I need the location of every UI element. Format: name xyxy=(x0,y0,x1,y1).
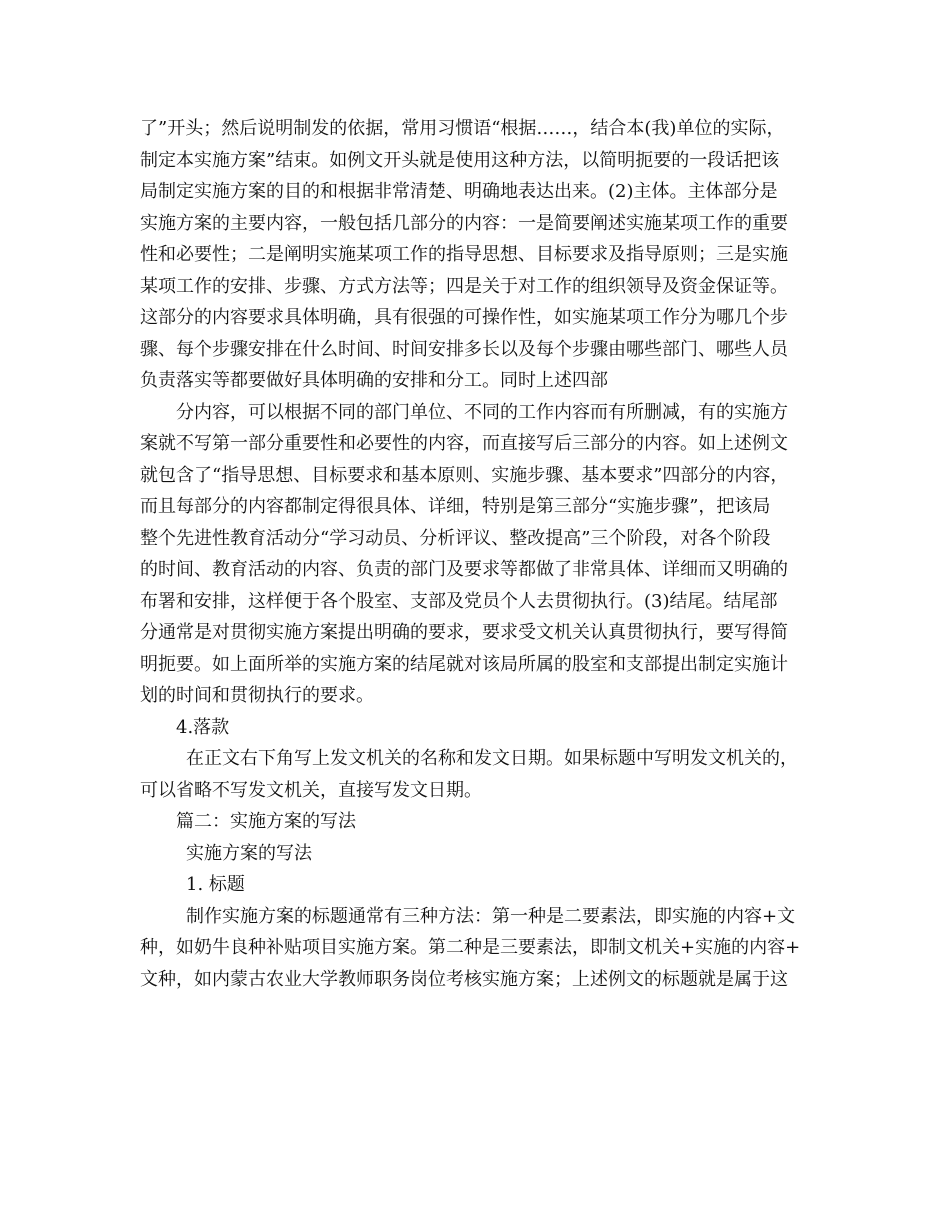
text-line: 明扼要。如上面所举的实施方案的结尾就对该局所属的股室和支部提出制定实施计 xyxy=(140,653,788,675)
text-line: 在正文右下角写上发文机关的名称和发文日期。如果标题中写明发文机关的， xyxy=(186,748,798,769)
text-line: 而且每部分的内容都制定得很具体、详细，特别是第三部分“实施步骤”，把该局 xyxy=(140,496,771,517)
text-line: 制作实施方案的标题通常有三种方法：第一种是二要素法，即实施的内容+文 xyxy=(186,905,796,927)
paragraph-signature xyxy=(140,743,820,806)
text-line: 布署和安排，这样便于各个股室、支部及党员个人去贯彻执行。(3)结尾。结尾部 xyxy=(140,590,778,612)
paragraph-content-detail xyxy=(140,397,820,712)
text-line: 负责落实等都要做好具体明确的安排和分工。同时上述四部 xyxy=(140,370,608,391)
text-line: 整个先进性教育活动分“学习动员、分析评议、整改提高”三个阶段，对各个阶段 xyxy=(140,527,771,549)
text-line: 的时间、教育活动的内容、负责的部门及要求等都做了非常具体、详细而又明确的 xyxy=(140,559,788,580)
heading-title: 1. 标题 xyxy=(186,874,245,895)
paragraph-body-structure xyxy=(140,113,820,397)
text-line: 划的时间和贯彻执行的要求。 xyxy=(140,685,374,706)
text-line: 实施方案的主要内容，一般包括几部分的内容：一是简要阐述实施某项工作的重要 xyxy=(140,212,788,234)
text-line: 分通常是对贯彻实施方案提出明确的要求，要求受文机关认真贯彻执行，要写得简 xyxy=(140,622,788,643)
text-line: 分内容，可以根据不同的部门单位、不同的工作内容而有所删减，有的实施方 xyxy=(176,401,788,423)
text-line: 就包含了“指导思想、目标要求和基本原则、实施步骤、基本要求”四部分的内容， xyxy=(140,464,789,486)
document-body xyxy=(140,113,820,995)
text-line: 局制定实施方案的目的和根据非常清楚、明确地表达出来。(2)主体。主体部分是 xyxy=(140,181,778,202)
text-line: 可以省略不写发文机关，直接写发文日期。 xyxy=(140,779,482,801)
heading-signature: 4.落款 xyxy=(176,716,230,738)
paragraph-title-methods xyxy=(140,901,820,996)
sub-title: 实施方案的写法 xyxy=(186,842,312,864)
text-line: 案就不写第一部分重要性和必要性的内容，而直接写后三部分的内容。如上述例文 xyxy=(140,433,788,454)
text-line: 这部分的内容要求具体明确，具有很强的可操作性，如实施某项工作分为哪几个步 xyxy=(140,307,788,328)
section-title: 篇二：实施方案的写法 xyxy=(176,811,356,832)
text-line: 了”开头；然后说明制发的依据，常用习惯语“根据……，结合本(我)单位的实际， xyxy=(140,118,785,139)
text-line: 文种，如内蒙古农业大学教师职务岗位考核实施方案；上述例文的标题就是属于这 xyxy=(140,968,788,990)
text-line: 某项工作的安排、步骤、方式方法等；四是关于对工作的组织领导及资金保证等。 xyxy=(140,275,788,297)
text-line: 制定本实施方案”结束。如例文开头就是使用这种方法，以简明扼要的一段话把该 xyxy=(140,149,780,171)
text-line: 种，如奶牛良种补贴项目实施方案。第二种是三要素法，即制文机关+实施的内容+ xyxy=(140,937,801,958)
text-line: 性和必要性；二是阐明实施某项工作的指导思想、目标要求及指导原则；三是实施 xyxy=(140,244,788,265)
text-line: 骤、每个步骤安排在什么时间、时间安排多长以及每个步骤由哪些部门、哪些人员 xyxy=(140,338,788,360)
